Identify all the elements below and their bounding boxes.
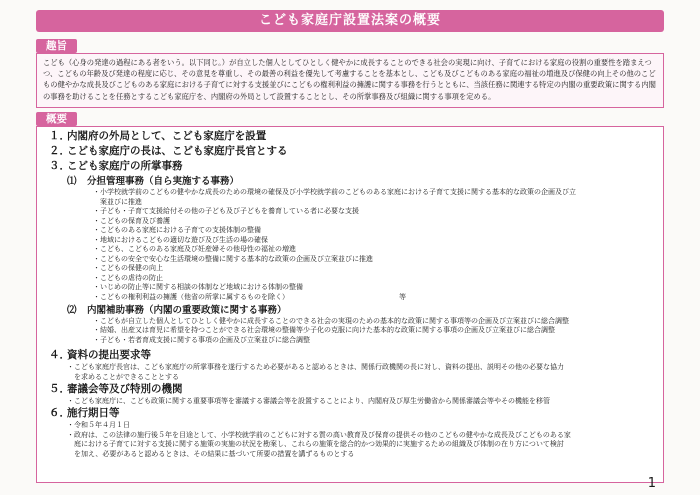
- list-item: ・こどもの虐待の防止: [93, 273, 163, 282]
- list-item: ・こども、こどものある家庭及び妊産婦その他母性の福祉の増進: [93, 245, 296, 254]
- heading-5: ５．審議会等及び特別の機関: [49, 383, 183, 396]
- body-line: を求めることができることとする: [67, 372, 179, 381]
- list-item: 案並びに推進: [93, 197, 142, 206]
- subheading-3-2: ⑵ 内閣補助事務（内閣の重要政策に関する事務）: [67, 304, 287, 316]
- heading-6: ６．施行期日等: [49, 407, 120, 420]
- gaiyo-box: [36, 126, 664, 483]
- list-item: ・こどもの保育及び養護: [93, 216, 170, 225]
- shumi-box: [36, 53, 664, 108]
- list-item: ・こどもの保健の向上: [93, 264, 163, 273]
- list-item: ・小学校就学前のこどもの健やかな成長のための環境の確保及び小学校就学前のこどものある家庭における子育て支援に関する基本的な政策の企画及び立: [93, 188, 576, 196]
- list-item: ・こどものある家庭における子育ての支援体制の整備: [93, 226, 261, 235]
- list-item: ・こどもの安全で安心な生活環境の整備に関する基本的な政策の企画及び立案並びに推進: [93, 254, 373, 263]
- heading-2: ２．こども家庭庁の長は、こども家庭庁長官とする: [49, 145, 288, 157]
- body-line: ・政府は、この法律の施行後５年を目途として、小学校就学前のこどもに対する質の高い教育及び保育の提供その他のこどもの健やかな成長及びこどものある家: [67, 430, 571, 439]
- page-title: こども家庭庁設置法案の概要: [36, 10, 664, 32]
- page-number: 1: [647, 476, 656, 491]
- list-item: ・こどもが自立した個人としてひとしく健やかに成長することのできる社会の実現のための基本的な政策に関する事項等の企画及び立案並びに総合調整: [93, 316, 569, 325]
- body-line: を加え、必要があると認めるときは、その結果に基づいて所要の措置を講ずるものとする: [67, 449, 355, 458]
- list-item: ・地域におけるこどもの適切な遊び及び生活の場の確保: [93, 235, 268, 244]
- list-item: ・結婚、出産又は育児に希望を持つことができる社会環境の整備等少子化の克服に向けた基本的な政策に関する事項の企画及び立案並びに総合調整: [93, 326, 555, 335]
- body-line: ・令和５年４月１日: [67, 421, 130, 430]
- body-line: ・こども家庭庁に、こども政策に関する重要事項等を審議する審議会等を設置することにより、内閣府及び厚生労働省から関係審議会等やその機能を移管: [67, 397, 550, 406]
- list-item: ・子ども・若者育成支援に関する事項の企画及び立案並びに総合調整: [93, 335, 310, 344]
- list-item: ・子ども・子育て支援給付その他の子ども及び子どもを養育している者に必要な支援: [93, 207, 359, 216]
- section-label-gaiyo: 概要: [36, 112, 77, 126]
- subheading-3-1: ⑴ 分担管理事務（自ら実施する事務）: [67, 176, 240, 187]
- list-item: ・いじめの防止等に関する相談の体制など地域における体制の整備: [93, 283, 303, 292]
- heading-4: ４．資料の提出要求等: [49, 349, 151, 362]
- heading-1: １．内閣府の外局として、こども家庭庁を設置: [49, 130, 267, 142]
- heading-3: ３．こども家庭庁の所掌事務: [49, 160, 183, 172]
- list-item: ・こどもの権利利益の擁護（他省の所掌に属するものを除く） 等: [93, 293, 406, 302]
- section-label-shumi: 趣旨: [36, 39, 77, 53]
- body-line: ・こども家庭庁長官は、こども家庭庁の所掌事務を遂行するため必要があると認めるときは、関係行政機関の長に対し、資料の提出、説明その他の必要な協力: [67, 363, 564, 372]
- body-line: 庭における子育てに対する支援に関する施策の実施の状況を勘案し、これらの施策を総合的かつ効果的に実施するための組織及び体制の在り方について検討: [67, 440, 564, 449]
- shumi-text: こども（心身の発達の過程にある者をいう。以下同じ。）が自立した個人としてひとしく健やかに成長することのできる社会の実現に向け、子育てにおける家庭の役割の重要性を踏まえつつ、こどもの年齢及び発達の程度に応じ、その意見を尊重し、その最善の利益を優先して考慮することを基本とし、こども及びこどものある家庭の福祉の増進及び保健の向上その他のこどもの健やかな成長及びこどものある家庭における子育てに対する支援並びにこどもの権利利益の擁護に関する事務を行うとともに、当該任務に関連する特定の内閣の重要政策に関する内閣の事務を助けることを任務とするこども家庭庁を、内閣府の外局として設置することとし、その所掌事務及び組織に関する事項を定める。: [43, 58, 656, 101]
- etc-mark: 等: [399, 293, 406, 302]
